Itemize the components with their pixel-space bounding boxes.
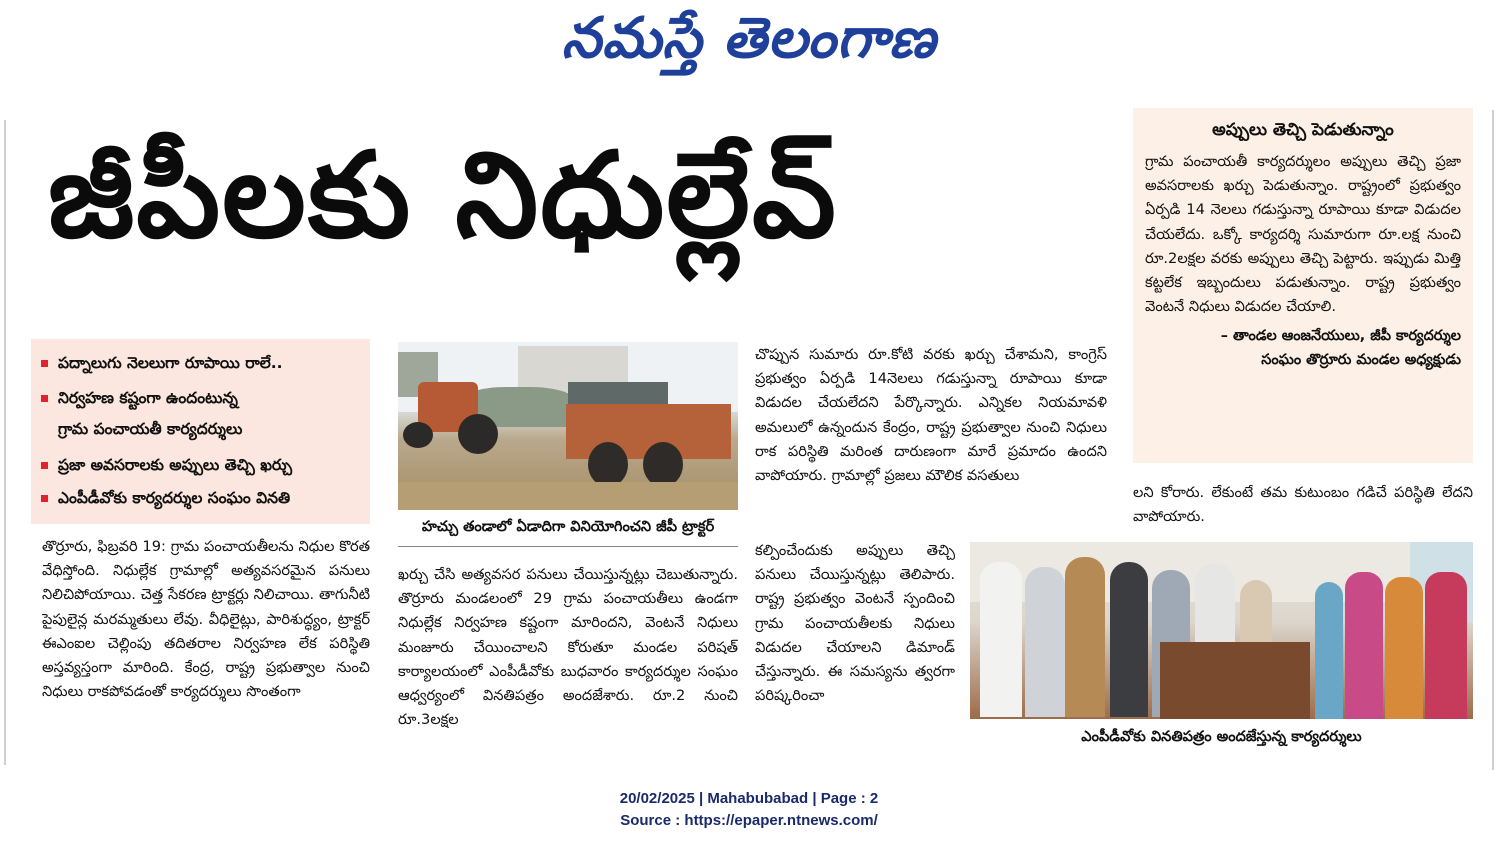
quote-box-title: అప్పులు తెచ్చి పెడుతున్నాం <box>1212 120 1394 140</box>
headline: జీపీలకు నిధుల్లేవ్ <box>48 126 838 264</box>
bullet-icon <box>41 395 48 402</box>
tractor-photo <box>398 342 738 510</box>
quote-signature-line-2: సంఘం తొర్రూరు మండల అధ్యక్షుడు <box>1261 352 1461 369</box>
highlight-item: పద్నాలుగు నెలలుగా రూపాయి రాలే.. <box>41 349 283 378</box>
quote-box-body: గ్రామ పంచాయతీ కార్యదర్శులం అప్పులు తెచ్చి ప్రజా అవసరాలకు ఖర్చు పెడుతున్నాం. రాష్ట్రంలో ప్రభుత్వం ఏర్పడి 14 నెలలు గడుస్తున్నా రూపాయి కూడా విడుదల చేయలేదు. ఒక్కో కార్యదర్శి సుమారుగా రూ.లక్ష నుంచి రూ.2లక్షల వరకు అప్పులు తెచ్చి పెట్టారు. ఇప్పుడు మిత్తి కట్టలేక ఇబ్బందులు పడుతున్నాం. రాష్ట్ర ప్రభుత్వం వెంటనే నిధులు విడుదల చేయాలి. <box>1145 153 1461 316</box>
article-column-3-bottom: కల్పించేందుకు అప్పులు తెచ్చి పనులు చేయిస్తున్నట్లు తెలిపారు. రాష్ట్ర ప్రభుత్వం వెంటనే స్పందించి గ్రామ పంచాయతీలకు నిధులు విడుదల చేయాలని డిమాండ్ చేస్తున్నారు. ఈ సమస్యను త్వరగా పరిష్కరించా <box>755 542 955 705</box>
footer-source: Source : https://epaper.ntnews.com/ <box>620 812 878 829</box>
highlights-box <box>31 339 370 524</box>
highlight-item-continued: గ్రామ పంచాయతీ కార్యదర్శులు <box>58 420 243 438</box>
highlight-item: ఎంపీడీవోకు కార్యదర్శుల సంఘం వినతి <box>41 484 290 513</box>
article-column-1: తొర్రూరు, ఫిబ్రవరి 19: గ్రామ పంచాయతీలను నిధుల కొరత వేధిస్తోంది. నిధుల్లేక గ్రామాల్లో అత్యవసరమైన పనులు నిలిచిపోయాయి. చెత్త సేకరణ ట్రాక్టర్లు నిలిచాయి. తాగునీటి పైపులైన్ల మరమ్మతులు లేవు. వీధిలైట్లు, పారిశుద్ధ్యం, ట్రాక్టర్ ఈఎంఐల చెల్లింపు తదితరాల నిర్వహణ లేక పరిస్థితి అస్తవ్యస్తంగా మారింది. కేంద్ర, రాష్ట్ర ప్రభుత్వాల నుంచి నిధులు రాకపోవడంతో కార్యదర్శులు సొంతంగా <box>42 538 370 701</box>
highlight-item: నిర్వహణ కష్టంగా ఉందంటున్న <box>41 384 238 413</box>
article-column-3-top: చొప్పున సుమారు రూ.కోటి వరకు ఖర్చు చేశామని, కాంగ్రెస్ ప్రభుత్వం ఏర్పడి 14నెలలు గడుస్తున్నా రూపాయి కూడా విడుదల చేయలేదని పేర్కొన్నారు. ఎన్నికల నియమావళి అమలులో ఉన్నందున కేంద్రం, రాష్ట్ర ప్రభుత్వాల నుంచి నిధులు రాక పరిస్థితి మరింత దారుణంగా మారే ప్రమాదం ఉందని వాపోయారు. గ్రామాల్లో ప్రజలు మౌలిక వసతులు <box>755 346 1107 485</box>
photo-caption-tractor: హచ్చు తండాలో ఏడాదిగా వినియోగించని జీపీ ట్రాక్టర్ <box>421 519 715 535</box>
bullet-icon <box>41 462 48 469</box>
photo-caption-group: ఎంపీడీవోకు వినతిపత్రం అందజేస్తున్న కార్యదర్శులు <box>1081 729 1362 745</box>
bullet-icon <box>41 495 48 502</box>
article-column-2: ఖర్చు చేసి అత్యవసర పనులు చేయిస్తున్నట్లు చెబుతున్నారు. తొర్రూరు మండలంలో 29 గ్రామ పంచాయతీలు ఉండగా నిధుల్లేక నిర్వహణ కష్టంగా మారిందని, వెంటనే నిధులు మంజూరు చేయించాలని కోరుతూ మండల పరిషత్ కార్యాలయంలో ఎంపీడీవోకు బుధవారం కార్యదర్శుల సంఘం ఆధ్వర్యంలో వినతిపత్రం అందజేశారు. రూ.2 నుంచి రూ.3లక్షల <box>398 566 738 729</box>
caption-divider <box>398 546 738 547</box>
quote-signature-line-1: – తాండల ఆంజనేయులు, జీపీ కార్యదర్శుల <box>1220 327 1461 344</box>
bullet-icon <box>41 360 48 367</box>
highlight-item: ప్రజా అవసరాలకు అప్పులు తెచ్చి ఖర్చు <box>41 451 292 480</box>
article-column-4: లని కోరారు. లేకుంటే తమ కుటుంబం గడిచే పరిస్థితి లేదని వాపోయారు. <box>1133 484 1473 526</box>
page-border-right <box>1492 110 1494 770</box>
page-border-left <box>4 120 6 765</box>
quote-box <box>1133 108 1473 463</box>
masthead-logo: నమస్తే తెలంగాణ <box>561 6 937 71</box>
group-photo <box>970 542 1473 719</box>
footer-dateline: 20/02/2025 | Mahabubabad | Page : 2 <box>619 790 879 807</box>
